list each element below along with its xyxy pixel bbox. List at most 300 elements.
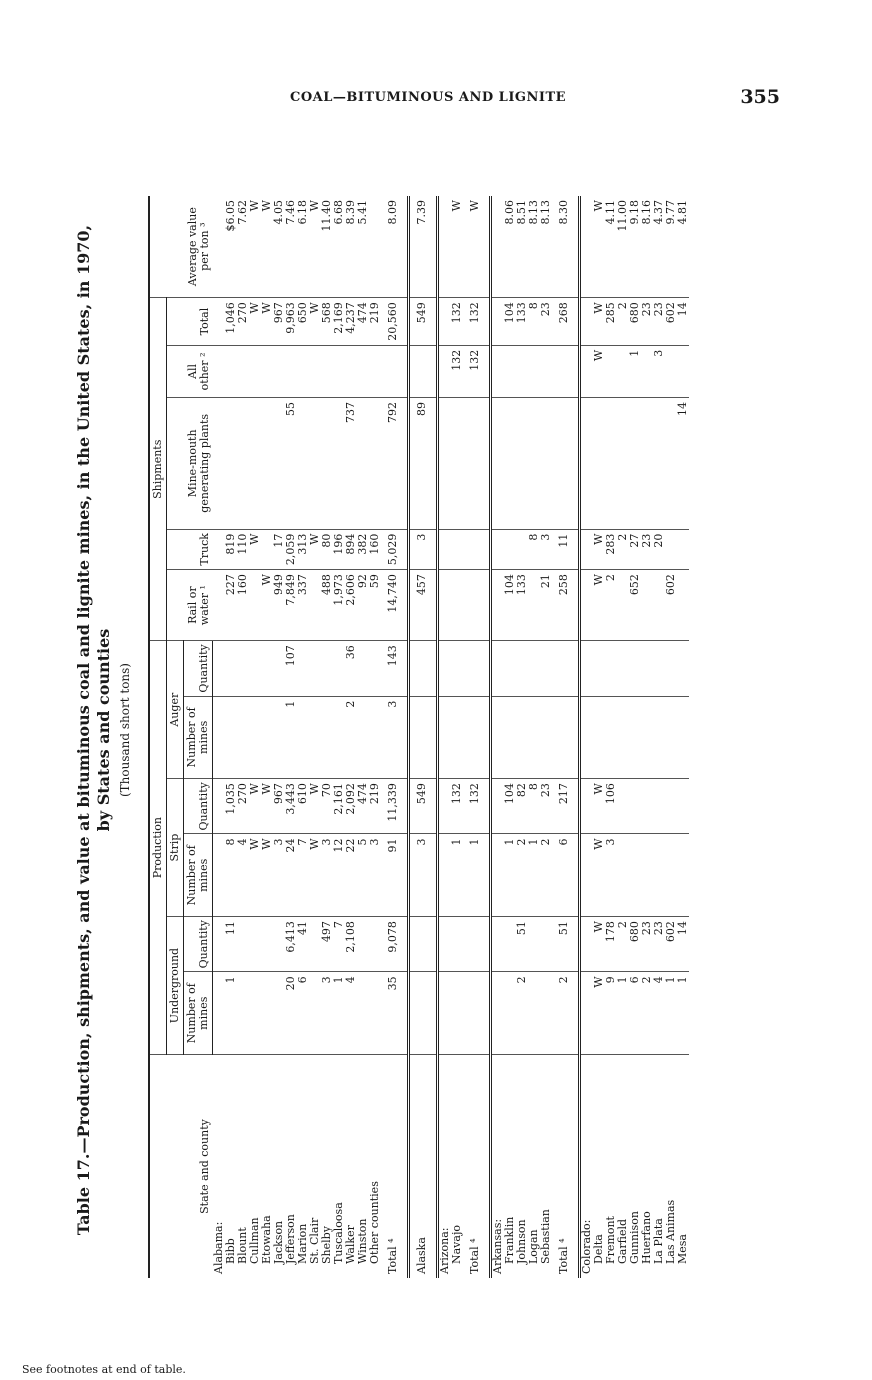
table-cell [504, 641, 516, 696]
table-cell: W [249, 196, 261, 298]
group-auger: Auger [167, 641, 184, 779]
table-cell: 8.51 [516, 196, 528, 298]
table-cell [528, 345, 540, 397]
table-cell: 20,560 [381, 298, 409, 346]
table-cell: 82 [516, 779, 528, 834]
row-label: Colorado: [579, 1219, 593, 1274]
row-label: Huerfano [639, 1211, 653, 1264]
table-cell: 133 [516, 298, 528, 346]
table-cell: 59 [369, 570, 381, 641]
table-cell: 227 [225, 570, 237, 641]
table-cell: 737 [345, 398, 357, 530]
table-cell [213, 917, 225, 972]
table-cell: 949 [273, 570, 285, 641]
table-cell [641, 570, 653, 641]
row-label: La Plata [651, 1218, 665, 1264]
state-row [579, 196, 593, 1278]
table-cell: 457 [408, 570, 437, 641]
table-row [273, 196, 285, 1278]
table-cell [261, 529, 273, 570]
table-cell [357, 972, 369, 1055]
col-auger-quantity: Quantity [184, 641, 213, 696]
table-cell [369, 696, 381, 779]
table-cell: 652 [629, 570, 641, 641]
table-cell [528, 917, 540, 972]
col-strip-mines: Number of mines [184, 834, 213, 917]
table-cell: 23 [653, 298, 665, 346]
table-cell: 14 [677, 917, 689, 972]
table-cell [540, 345, 552, 397]
table-cell: 8.16 [641, 196, 653, 298]
table-cell: 132 [451, 779, 463, 834]
table-cell: 4 [345, 972, 357, 1055]
table-cell [357, 696, 369, 779]
table-cell: 6 [629, 972, 641, 1055]
table-cell [357, 641, 369, 696]
table-cell: 1 [333, 972, 345, 1055]
table-cell [333, 398, 345, 530]
table-cell: 3 [369, 834, 381, 917]
table-cell [516, 529, 528, 570]
table-cell [357, 345, 369, 397]
table-cell [653, 570, 665, 641]
table-cell: 20 [285, 972, 297, 1055]
table-cell: 132 [451, 298, 463, 346]
caption-line-2: by States and counties [94, 628, 113, 832]
col-auger-mines: Number of mines [184, 696, 213, 779]
table-cell: 610 [297, 779, 309, 834]
table-cell: 4 [653, 972, 665, 1055]
state-row [213, 196, 225, 1278]
table-cell: W [309, 779, 321, 834]
table-cell: 14,740 [381, 570, 409, 641]
table-cell: 92 [357, 570, 369, 641]
table-cell: 549 [408, 779, 437, 834]
table-cell [677, 529, 689, 570]
group-underground: Underground [167, 917, 184, 1055]
table-cell [490, 972, 504, 1055]
table-cell: W [249, 529, 261, 570]
row-label: Total ⁴ [463, 1055, 491, 1279]
group-production: Production [149, 641, 167, 1055]
table-cell [437, 641, 451, 696]
row-label: Gunnison [627, 1211, 641, 1264]
table-cell: 21 [540, 570, 552, 641]
table-cell: 36 [345, 641, 357, 696]
table-cell [641, 834, 653, 917]
table-cell [629, 641, 641, 696]
table-cell [665, 834, 677, 917]
table-cell [437, 972, 451, 1055]
table-cell: 2 [617, 529, 629, 570]
col-rail-water: Rail or water ¹ [167, 570, 213, 641]
table-cell [617, 570, 629, 641]
table-cell: 2 [540, 834, 552, 917]
table-row [629, 196, 641, 1278]
table-cell [237, 398, 249, 530]
table-cell [369, 972, 381, 1055]
table-cell [540, 972, 552, 1055]
table-cell: 6 [552, 834, 580, 917]
table-cell [249, 641, 261, 696]
table-cell [593, 641, 605, 696]
table-row [605, 196, 617, 1278]
table-cell [333, 696, 345, 779]
row-label: Navajo [449, 1225, 463, 1264]
table-cell [665, 696, 677, 779]
table-cell [369, 196, 381, 298]
table-cell [249, 345, 261, 397]
table-cell: W [261, 834, 273, 917]
table-cell: 2,108 [345, 917, 357, 972]
table-cell: 9 [605, 972, 617, 1055]
table-cell [437, 345, 451, 397]
col-avg-value: Average value per ton ³ [149, 196, 213, 298]
table-cell: 268 [552, 298, 580, 346]
table-cell [213, 298, 225, 346]
table-cell: 3,443 [285, 779, 297, 834]
table-cell: 23 [641, 529, 653, 570]
table-cell [437, 298, 451, 346]
table-cell [261, 972, 273, 1055]
table-cell: 258 [552, 570, 580, 641]
table-cell [593, 398, 605, 530]
table-cell [490, 570, 504, 641]
table-row [321, 196, 333, 1278]
table-cell: 2,161 [333, 779, 345, 834]
table-cell [605, 398, 617, 530]
table-cell: 7.46 [285, 196, 297, 298]
table-cell: 27 [629, 529, 641, 570]
table-cell [516, 398, 528, 530]
table-cell [408, 696, 437, 779]
table-cell: 792 [381, 398, 409, 530]
table-cell [617, 779, 629, 834]
table-cell [273, 972, 285, 1055]
table-cell: 337 [297, 570, 309, 641]
table-cell: 7 [297, 834, 309, 917]
table-cell [653, 834, 665, 917]
row-label: Jefferson [283, 1214, 297, 1264]
col-total: Total [167, 298, 213, 346]
running-title: COAL—BITUMINOUS AND LIGNITE [290, 90, 567, 105]
table-cell [437, 917, 451, 972]
table-cell: 4.81 [677, 196, 689, 298]
table-cell: $6.05 [225, 196, 237, 298]
table-cell: 1 [225, 972, 237, 1055]
total-row [463, 196, 491, 1278]
table-cell [617, 696, 629, 779]
table-cell [249, 696, 261, 779]
table-cell: W [261, 779, 273, 834]
table-cell: 41 [297, 917, 309, 972]
table-cell [617, 641, 629, 696]
table-cell [369, 917, 381, 972]
table-cell: 8 [528, 779, 540, 834]
row-label: Bibb [223, 1238, 237, 1264]
table-row [504, 196, 516, 1278]
table-cell: 104 [504, 570, 516, 641]
table-cell [605, 696, 617, 779]
table-cell [381, 345, 409, 397]
caption-line-1: Table 17.—Production, shipments, and value at bituminous coal and lignite mines, in the United States, in 1970, [74, 224, 93, 1236]
table-row [261, 196, 273, 1278]
table-body [213, 196, 689, 1278]
table-cell: 2 [605, 570, 617, 641]
table-cell: 9,078 [381, 917, 409, 972]
table-cell [579, 972, 593, 1055]
table-cell [579, 917, 593, 972]
table-cell [629, 834, 641, 917]
total-row [381, 196, 409, 1278]
table-cell [285, 345, 297, 397]
table-cell [579, 398, 593, 530]
table-cell [665, 641, 677, 696]
row-label: Marion [295, 1223, 309, 1264]
table-cell [579, 298, 593, 346]
table-cell: 3 [605, 834, 617, 917]
table-row [309, 196, 321, 1278]
table-cell: 11.00 [617, 196, 629, 298]
table-cell: 8.06 [504, 196, 516, 298]
table-cell [261, 345, 273, 397]
table-cell: 217 [552, 779, 580, 834]
table-row [593, 196, 605, 1278]
table-cell [249, 398, 261, 530]
table-cell [249, 917, 261, 972]
table-cell [369, 345, 381, 397]
table-cell: W [451, 196, 463, 298]
table-cell: W [309, 834, 321, 917]
row-label: Blount [235, 1227, 249, 1264]
table-cell: 967 [273, 298, 285, 346]
table-cell [333, 345, 345, 397]
table-cell [629, 779, 641, 834]
table-row [677, 196, 689, 1278]
table-cell [552, 345, 580, 397]
table-cell: 2 [552, 972, 580, 1055]
table-cell: 24 [285, 834, 297, 917]
table-cell: 1 [285, 696, 297, 779]
state-row [490, 196, 504, 1278]
table-cell: 1,973 [333, 570, 345, 641]
table-cell: 549 [408, 298, 437, 346]
table-cell [593, 696, 605, 779]
table-cell: 497 [321, 917, 333, 972]
data-table [148, 196, 689, 1278]
table-cell [321, 398, 333, 530]
table-cell [213, 696, 225, 779]
table-cell [641, 345, 653, 397]
table-cell: 20 [653, 529, 665, 570]
table-cell: 2 [345, 696, 357, 779]
table-cell [552, 641, 580, 696]
table-cell: 650 [297, 298, 309, 346]
row-label: Total ⁴ [381, 1055, 409, 1279]
table-cell [237, 696, 249, 779]
table-cell: 104 [504, 298, 516, 346]
table-cell: 6,413 [285, 917, 297, 972]
table-cell: 1 [677, 972, 689, 1055]
table-cell: 23 [641, 298, 653, 346]
col-minemouth: Mine-mouth generating plants [167, 398, 213, 530]
table-cell [249, 972, 261, 1055]
page-number: 355 [740, 86, 780, 108]
table-cell: 313 [297, 529, 309, 570]
table-cell: 8.39 [345, 196, 357, 298]
table-cell: 3 [408, 834, 437, 917]
table-cell [504, 917, 516, 972]
table-cell [225, 398, 237, 530]
table-cell: 819 [225, 529, 237, 570]
table-cell: 23 [540, 298, 552, 346]
table-cell: 17 [273, 529, 285, 570]
table-cell [677, 834, 689, 917]
total-row [408, 196, 437, 1278]
table-cell: 23 [641, 917, 653, 972]
table-cell [579, 196, 593, 298]
table-cell [504, 972, 516, 1055]
table-cell: W [593, 779, 605, 834]
table-cell: 3 [540, 529, 552, 570]
row-label: Alabama: [211, 1221, 225, 1274]
table-cell [665, 529, 677, 570]
table-cell [463, 570, 491, 641]
table-cell [504, 398, 516, 530]
table-cell [213, 529, 225, 570]
table-cell: 382 [357, 529, 369, 570]
table-cell: 219 [369, 298, 381, 346]
row-label: Jackson [271, 1220, 285, 1264]
table-cell [451, 529, 463, 570]
table-cell: 51 [516, 917, 528, 972]
row-label: Johnson [514, 1219, 528, 1264]
table-cell: 474 [357, 779, 369, 834]
table-cell: 2 [617, 298, 629, 346]
table-cell: 5 [357, 834, 369, 917]
table-cell: 23 [653, 917, 665, 972]
table-cell [437, 570, 451, 641]
table-cell [408, 345, 437, 397]
table-cell [309, 345, 321, 397]
table-cell: W [593, 972, 605, 1055]
col-underground-mines: Number of mines [184, 972, 213, 1055]
table-cell [463, 972, 491, 1055]
table-cell: W [261, 570, 273, 641]
table-cell [528, 641, 540, 696]
row-label: Arkansas: [490, 1218, 504, 1274]
col-underground-quantity: Quantity [184, 917, 213, 972]
table-cell [213, 196, 225, 298]
table-cell [641, 779, 653, 834]
table-cell [463, 696, 491, 779]
table-cell [490, 641, 504, 696]
table-cell: 55 [285, 398, 297, 530]
table-row [249, 196, 261, 1278]
table-cell [437, 196, 451, 298]
table-cell [213, 641, 225, 696]
table-cell [333, 641, 345, 696]
table-cell: 11,339 [381, 779, 409, 834]
table-cell [653, 398, 665, 530]
table-cell [516, 345, 528, 397]
table-cell [490, 779, 504, 834]
table-cell [490, 696, 504, 779]
table-cell [309, 972, 321, 1055]
table-cell: W [261, 298, 273, 346]
table-cell [261, 398, 273, 530]
table-cell [463, 641, 491, 696]
table-cell: 1 [463, 834, 491, 917]
row-label: Garfield [615, 1218, 629, 1264]
row-label: Arizona: [437, 1227, 451, 1274]
table-row [345, 196, 357, 1278]
table-cell [237, 345, 249, 397]
table-cell [579, 345, 593, 397]
table-cell [451, 570, 463, 641]
table-cell [463, 529, 491, 570]
table-cell: 6.68 [333, 196, 345, 298]
table-cell [437, 529, 451, 570]
table-cell: W [249, 834, 261, 917]
table-cell [213, 398, 225, 530]
group-strip: Strip [167, 779, 184, 917]
table-cell: 2,606 [345, 570, 357, 641]
table-cell: W [593, 834, 605, 917]
table-cell [261, 696, 273, 779]
table-cell: 107 [285, 641, 297, 696]
table-row [285, 196, 297, 1278]
table-cell [552, 696, 580, 779]
table-cell [540, 398, 552, 530]
table-cell: 270 [237, 779, 249, 834]
table-cell: 1 [617, 972, 629, 1055]
table-cell: 8 [528, 529, 540, 570]
table-cell [297, 641, 309, 696]
table-cell: 133 [516, 570, 528, 641]
table-cell: 4 [237, 834, 249, 917]
table-cell: 132 [463, 779, 491, 834]
table-cell [451, 696, 463, 779]
table-cell: W [593, 917, 605, 972]
table-cell [345, 345, 357, 397]
table-cell [677, 696, 689, 779]
table-cell [249, 570, 261, 641]
row-label: Las Animas [663, 1199, 677, 1264]
table-cell [408, 972, 437, 1055]
table-cell [641, 696, 653, 779]
table-cell: 602 [665, 298, 677, 346]
col-all-other: All other ² [167, 345, 213, 397]
table-cell [629, 696, 641, 779]
table-cell: 104 [504, 779, 516, 834]
table-cell: 35 [381, 972, 409, 1055]
table-cell: 2 [617, 917, 629, 972]
table-cell: 568 [321, 298, 333, 346]
table-row [540, 196, 552, 1278]
table-cell: 110 [237, 529, 249, 570]
table-cell: 1 [665, 972, 677, 1055]
table-cell: 9.18 [629, 196, 641, 298]
table-cell: 1,046 [225, 298, 237, 346]
table-cell [437, 696, 451, 779]
table-cell: 14 [677, 298, 689, 346]
table-cell [490, 196, 504, 298]
table-cell [369, 641, 381, 696]
table-cell [451, 972, 463, 1055]
table-cell [540, 917, 552, 972]
table-caption [74, 160, 132, 1300]
